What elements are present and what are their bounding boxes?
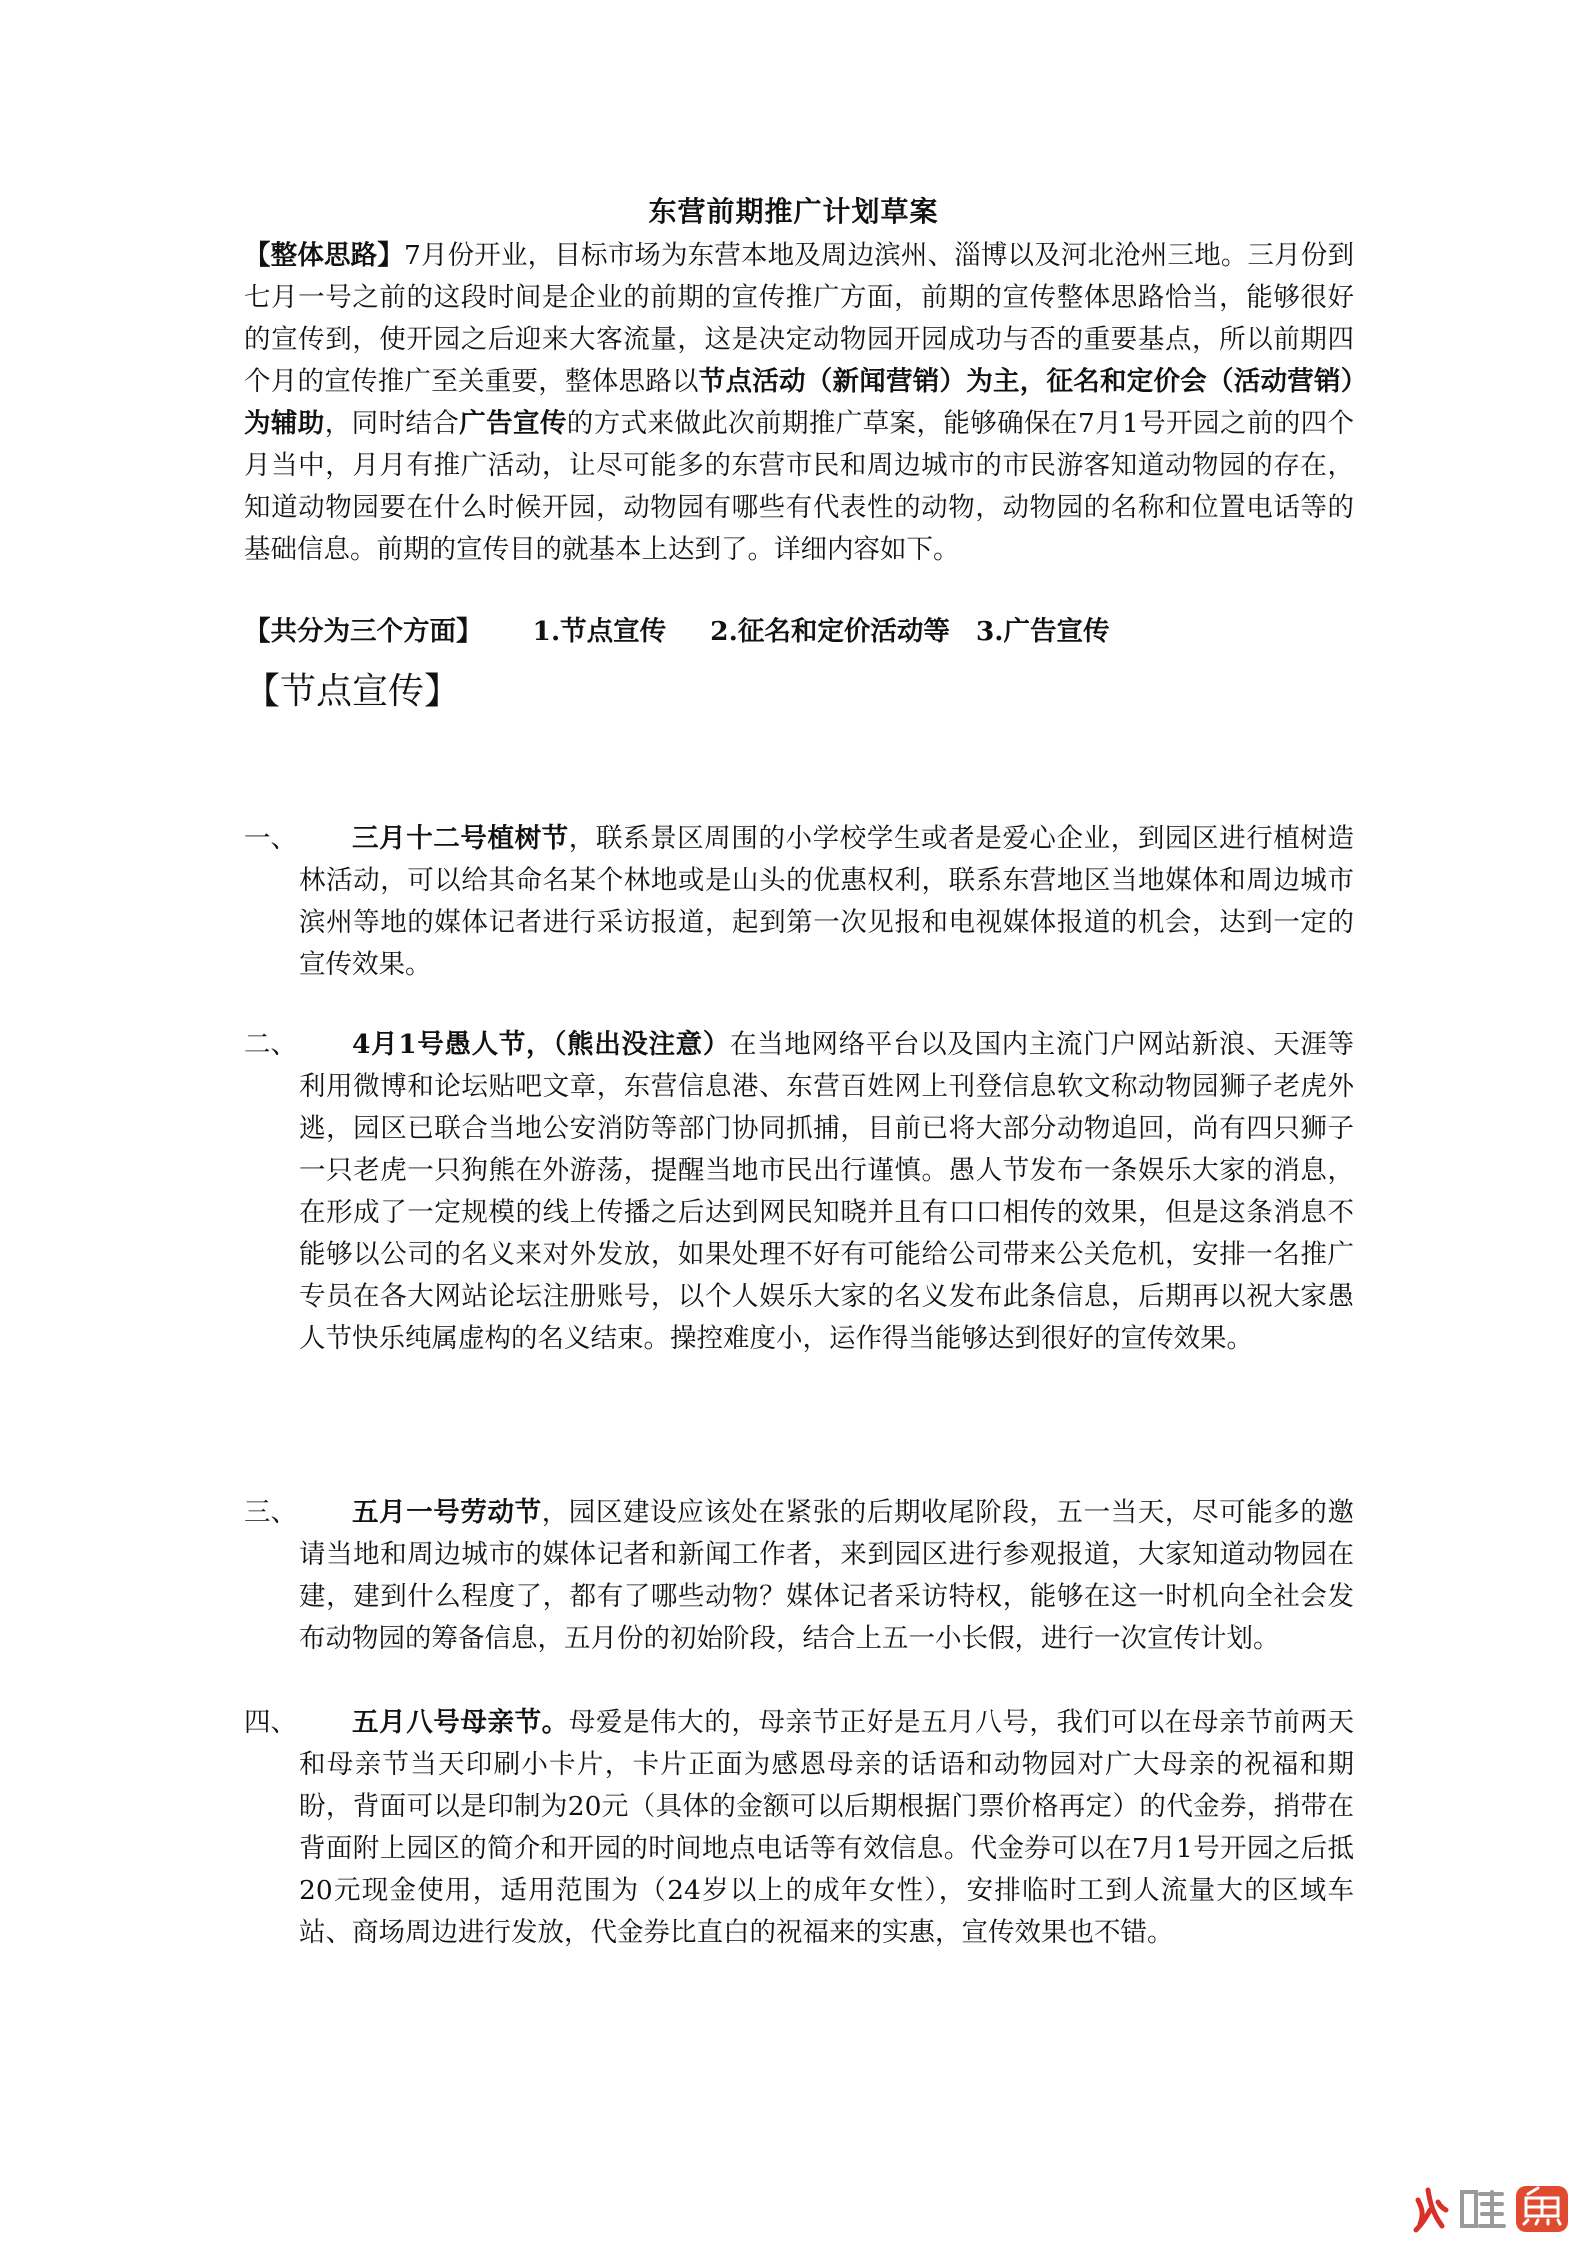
fire-glyph-icon (1416, 2190, 1446, 2230)
list-item-bold: 五月八号母亲节。 (352, 1707, 569, 1738)
intro-bold-2: 广告宣传 (459, 408, 567, 439)
intro-text-1: 7月份开业，目标市场为东营本地及周边滨州、淄博以及河北沧州三地。三月份到七月一号之前的这段时间是企业的前期的宣传推广方面，前期的宣传整体思路恰当，能够很好的宣传到，使开园之后迎来大客流量，这是决定动物园开园成功与否的重要基点，所以前期四个月的宣传推广至关重要，整体思路以 (244, 240, 1354, 397)
list-item-bold: 4月1号愚人节，（熊出没注意） (352, 1029, 731, 1060)
list-item-bold: 五月一号劳动节 (352, 1497, 542, 1528)
list-item (244, 1702, 1354, 1954)
list-item-body: 在当地网络平台以及国内主流门户网站新浪、天涯等利用微博和论坛贴吧文章，东营信息港、东营百姓网上刊登信息软文称动物园狮子老虎外逃，园区已联合当地公安消防等部门协同抓捕，目前已将大部分动物追回，尚有四只狮子一只老虎一只狗熊在外游荡，提醒当地市民出行谨慎。愚人节发布一条娱乐大家的消息，在形成了一定规模的线上传播之后达到网民知晓并且有口口相传的效果，但是这条消息不能够以公司的名义来对外发放，如果处理不好有可能给公司带来公关危机，安排一名推广专员在各大网站论坛注册账号，以个人娱乐大家的名义发布此条信息，后期再以祝大家愚人节快乐纯属虚构的名义结束。操控难度小，运作得当能够达到很好的宣传效果。 (299, 1029, 1354, 1354)
list-item-number: 一、 (244, 823, 297, 854)
aspects-label: 【共分为三个方面】 (244, 616, 483, 647)
list-item-text (299, 1702, 1354, 1954)
list-item-body: ，园区建设应该处在紧张的后期收尾阶段，五一当天，尽可能多的邀请当地和周边城市的媒体记者和新闻工作者，来到园区进行参观报道，大家知道动物园在建，建到什么程度了，都有了哪些动物？媒体记者采访特权，能够在这一时机向全社会发布动物园的筹备信息，五月份的初始阶段，结合上五一小长假，进行一次宣传计划。 (299, 1497, 1355, 1654)
list-item (244, 1024, 1354, 1360)
intro-text-2: ，同时结合 (324, 408, 460, 439)
document-title: 东营前期推广计划草案 (648, 195, 939, 228)
list-item (244, 818, 1354, 986)
list-item-body: 母爱是伟大的，母亲节正好是五月八号，我们可以在母亲节前两天和母亲节当天印刷小卡片，卡片正面为感恩母亲的话语和动物园对广大母亲的祝福和期盼，背面可以是印制为20元（具体的金额可以后期根据门票价格再定）的代金券，捎带在背面附上园区的简介和开园的时间地点电话等有效信息。代金券可以在7月1号开园之后抵20元现金使用，适用范围为（24岁以上的成年女性），安排临时工到人流量大的区域车站、商场周边进行发放，代金券比直白的祝福来的实惠，宣传效果也不错。 (299, 1707, 1355, 1948)
list-item-text (299, 1492, 1354, 1660)
list-item-text (299, 1024, 1354, 1360)
list-item-bold: 三月十二号植树节 (352, 823, 569, 854)
section-heading: 【节点宣传】 (244, 671, 461, 712)
intro-text-3: 的方式来做此次前期推广草案，能够确保在7月1号开园之前的四个月当中，月月有推广活动，让尽可能多的东营市民和周边城市的市民游客知道动物园的存在，知道动物园要在什么时候开园，动物园有哪些有代表性的动物，动物园的名称和位置电话等的基础信息。前期的宣传目的就基本上达到了。详细内容如下。 (244, 408, 1355, 565)
list-item-number: 四、 (244, 1707, 297, 1738)
carp-glyph-icon (1462, 2192, 1504, 2226)
list-item-body: ，联系景区周围的小学校学生或者是爱心企业，到园区进行植树造林活动，可以给其命名某个林地或是山头的优惠权利，联系东营地区当地媒体和周边城市滨州等地的媒体记者进行采访报道，起到第一次见报和电视媒体报道的机会，达到一定的宣传效果。 (299, 823, 1355, 980)
intro-paragraph (244, 235, 1354, 571)
list-item-number: 二、 (244, 1029, 297, 1060)
list-item (244, 1492, 1354, 1660)
intro-bold-1: 节点活动（新闻营销）为主，征名和定价会（活动营销）为辅助 (244, 366, 1354, 439)
aspects-line (244, 612, 1354, 652)
list-item-number: 三、 (244, 1497, 297, 1528)
fish-glyph-icon (1516, 2186, 1568, 2232)
aspect-item-1: 1.节点宣传 (532, 616, 667, 647)
aspect-item-3: 3.广告宣传 (975, 616, 1110, 647)
aspect-item-2: 2.征名和定价活动等 (710, 616, 950, 647)
intro-heading: 【整体思路】 (244, 240, 404, 271)
list-item-text (299, 818, 1354, 986)
watermark-logo (1412, 2180, 1572, 2236)
